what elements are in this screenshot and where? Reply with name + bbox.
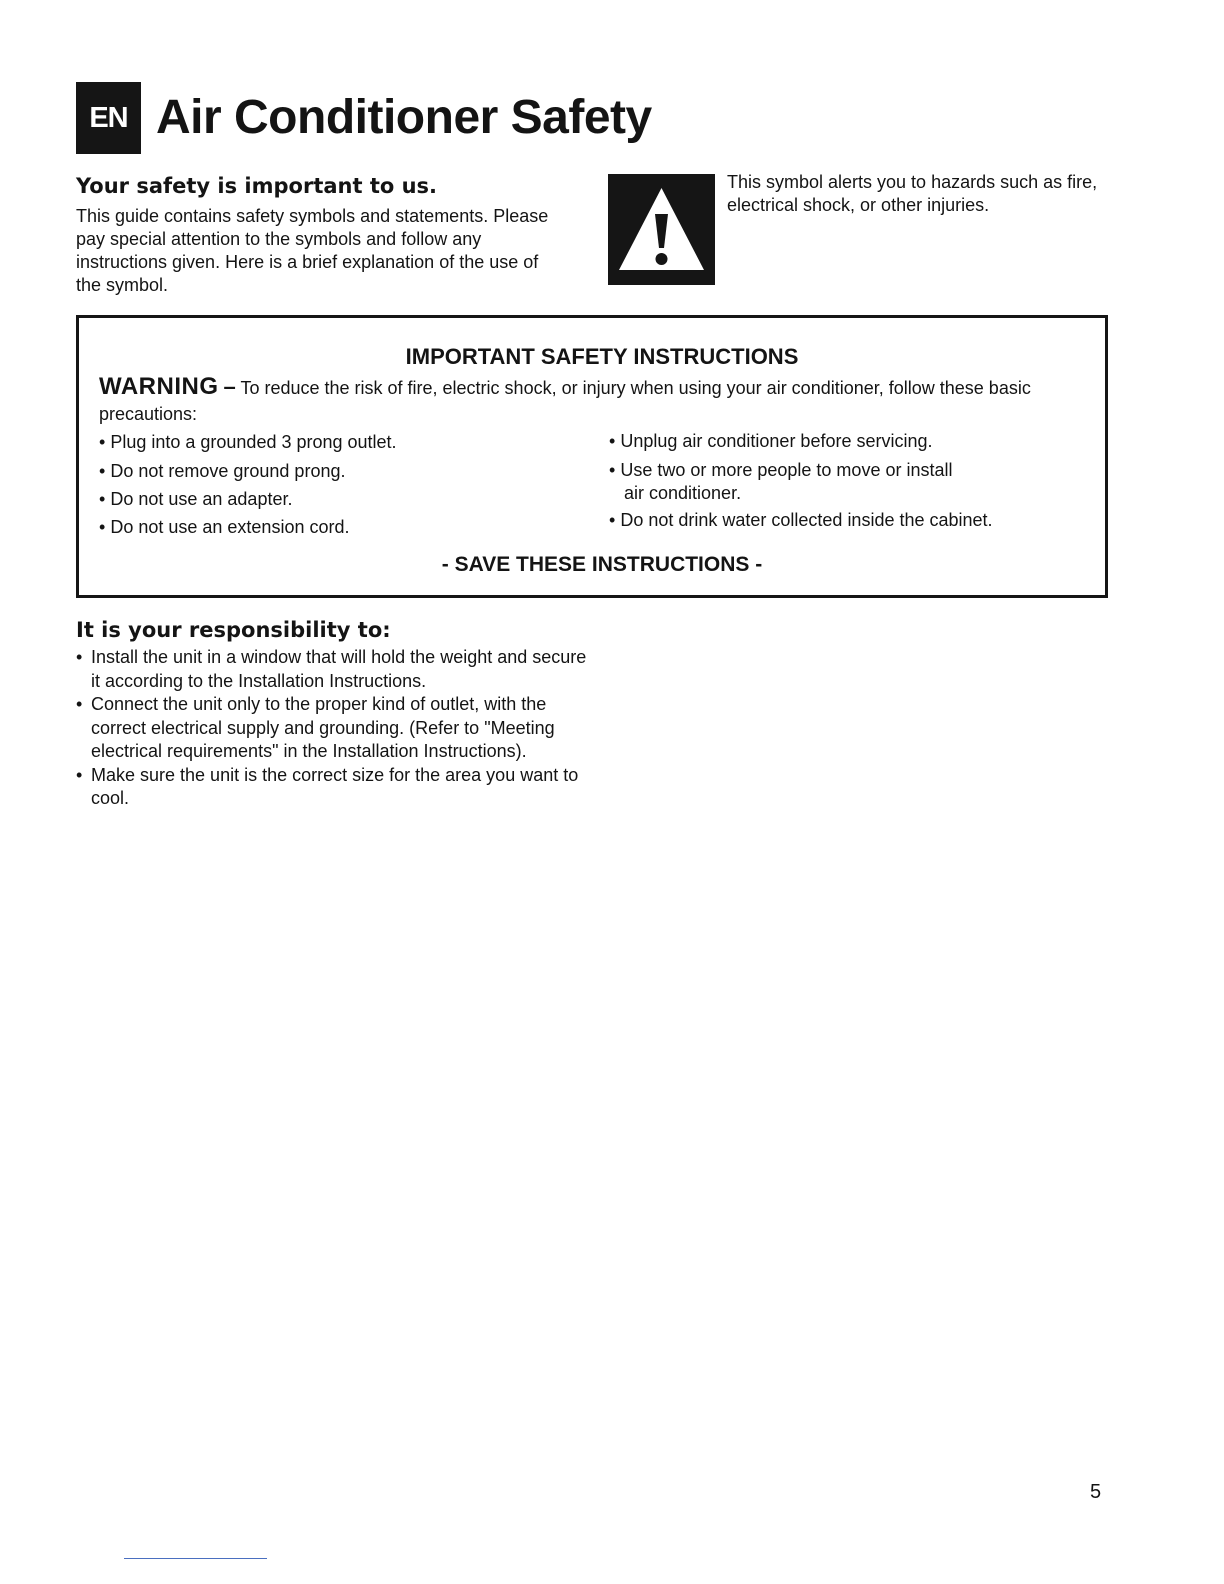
list-item: [76, 764, 596, 811]
list-item-text: Use two or more people to move or install: [620, 460, 953, 480]
precautions-left-list: [99, 432, 559, 552]
bullet: •: [99, 432, 106, 452]
page-title: Air Conditioner Safety: [156, 91, 652, 144]
list-item-text: Do not use an adapter.: [110, 489, 293, 509]
bullet: •: [609, 510, 616, 530]
safety-box-title: IMPORTANT SAFETY INSTRUCTIONS: [405, 344, 799, 369]
intro-heading: Your safety is important to us.: [76, 174, 438, 198]
responsibility-heading: It is your responsibility to:: [76, 618, 391, 642]
list-item: [76, 693, 596, 764]
list-item-text: air conditioner.: [624, 483, 742, 503]
list-item: [99, 461, 345, 482]
list-item-text: Unplug air conditioner before servicing.: [620, 431, 933, 451]
bullet: •: [99, 517, 106, 537]
bullet: •: [76, 694, 83, 714]
list-item: [76, 646, 596, 693]
list-item-continuation: [609, 483, 741, 504]
bullet: •: [609, 431, 616, 451]
warning-dash: –: [223, 374, 236, 399]
intro-text: This guide contains safety symbols and statements. Please pay special attention to the symbols and follow any instructions given. Here is a brief explanation of the use of the symbol.: [76, 206, 549, 295]
list-item: [609, 510, 993, 531]
warning-label: WARNING: [99, 373, 219, 400]
warning-triangle-icon: [608, 174, 715, 285]
bullet: •: [609, 460, 616, 480]
bullet: •: [76, 647, 83, 667]
bullet: •: [99, 489, 106, 509]
list-item: [609, 431, 933, 452]
list-item: [99, 432, 397, 453]
list-item-text: Plug into a grounded 3 prong outlet.: [110, 432, 397, 452]
footer-rule: [124, 1558, 267, 1559]
bullet: •: [99, 461, 106, 481]
symbol-explanation: This symbol alerts you to hazards such as fire, electrical shock, or other injuries.: [727, 172, 1098, 215]
warning-text: To reduce the risk of fire, electric shock, or injury when using your air conditioner, follow these basic precautions:: [99, 378, 1031, 424]
list-item-text: Install the unit in a window that will hold the weight and secure it according to the Installation Instructions.: [91, 647, 587, 691]
list-item: [609, 460, 952, 481]
list-item: [99, 489, 292, 510]
list-item-text: Do not drink water collected inside the cabinet.: [620, 510, 993, 530]
list-item-text: Connect the unit only to the proper kind of outlet, with the correct electrical supply and grounding. (Refer to "Meeting electrical requirements" in the Installation Instructions).: [91, 694, 555, 761]
bullet: •: [76, 764, 83, 785]
precautions-right-list: [609, 431, 1089, 551]
responsibility-list: [76, 646, 596, 811]
language-badge: EN: [76, 82, 141, 154]
page-number: 5: [1090, 1481, 1102, 1503]
list-item: [99, 517, 349, 538]
list-item-text: Do not use an extension cord.: [110, 517, 350, 537]
list-item-text: Do not remove ground prong.: [110, 461, 346, 481]
save-instructions: - SAVE THESE INSTRUCTIONS -: [441, 553, 763, 576]
list-item-text: Make sure the unit is the correct size for the area you want to cool.: [91, 764, 579, 808]
warning-statement: [99, 374, 1089, 427]
